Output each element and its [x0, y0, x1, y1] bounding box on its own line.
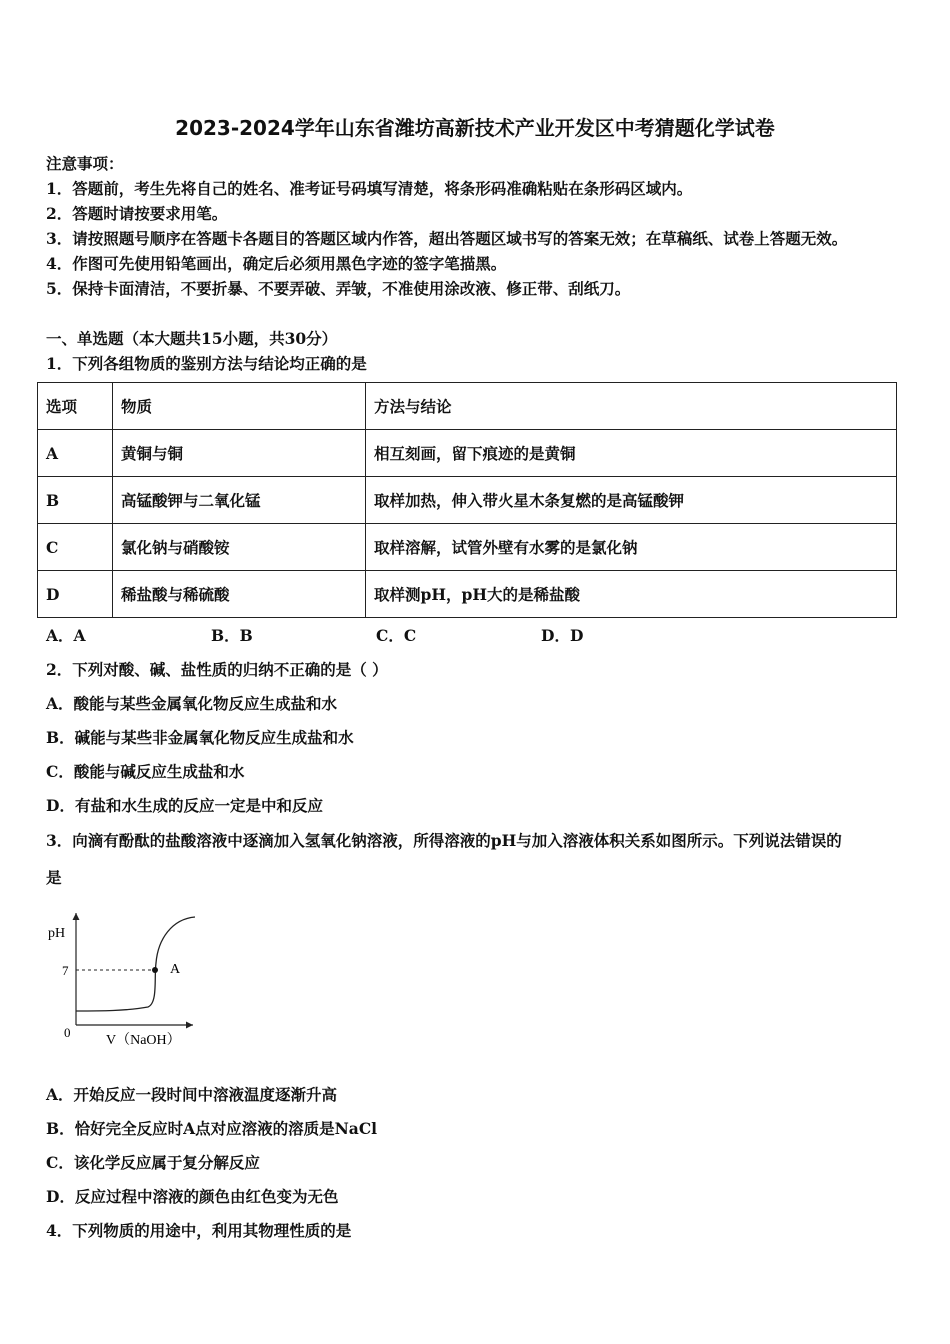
option-c: C．C: [376, 626, 417, 645]
q2-option: D．有盐和水生成的反应一定是中和反应: [46, 796, 323, 815]
table-header-row: [38, 383, 897, 430]
table-cell: C: [38, 524, 113, 571]
q2-option: B．碱能与某些非金属氧化物反应生成盐和水: [46, 728, 354, 747]
section-heading: 一、单选题（本大题共15小题，共30分）: [46, 329, 338, 348]
table-row: [38, 430, 897, 477]
table-cell: 黄铜与铜: [113, 430, 366, 477]
y-tick-label: 7: [62, 963, 69, 978]
q3-option: B．恰好完全反应时A点对应溶液的溶质是NaCl: [46, 1119, 378, 1138]
notice-item: 4．作图可先使用铅笔画出，确定后必须用黑色字迹的签字笔描黑。: [46, 254, 507, 273]
q3-option: A．开始反应一段时间中溶液温度逐渐升高: [46, 1085, 338, 1104]
table-cell: A: [38, 430, 113, 477]
question-3-stem: 3．向滴有酚酞的盐酸溶液中逐滴加入氢氧化钠溶液，所得溶液的pH与加入溶液体积关系如图所示。下列说法错误的: [46, 831, 842, 850]
origin-label: 0: [64, 1025, 71, 1040]
x-axis-label: V（NaOH）: [106, 1033, 181, 1048]
table-header-cell: 方法与结论: [366, 383, 897, 430]
question-2-stem: 2．下列对酸、碱、盐性质的归纳不正确的是（ ）: [46, 660, 388, 679]
page-title: 2023-2024学年山东省潍坊高新技术产业开发区中考猜题化学试卷: [175, 116, 775, 140]
question-1-table: [37, 382, 897, 618]
table-header-cell: 物质: [113, 383, 366, 430]
table-row: [38, 571, 897, 618]
table-cell: 取样溶解，试管外壁有水雾的是氯化钠: [366, 524, 897, 571]
y-axis-label: pH: [48, 926, 66, 941]
point-a: [152, 967, 158, 973]
table-cell: 稀盐酸与稀硫酸: [113, 571, 366, 618]
table-cell: 高锰酸钾与二氧化锰: [113, 477, 366, 524]
q2-option: C．酸能与碱反应生成盐和水: [46, 762, 245, 781]
table-cell: 氯化钠与硝酸铵: [113, 524, 366, 571]
question-1-stem: 1．下列各组物质的鉴别方法与结论均正确的是: [46, 354, 367, 373]
option-a: A．A: [46, 626, 86, 645]
table-cell: 取样加热，伸入带火星木条复燃的是高锰酸钾: [366, 477, 897, 524]
question-4-stem: 4．下列物质的用途中，利用其物理性质的是: [46, 1221, 352, 1240]
table-cell: 相互刻画，留下痕迹的是黄铜: [366, 430, 897, 477]
table-cell: D: [38, 571, 113, 618]
question-3-stem-cont: 是: [46, 868, 62, 887]
point-a-label: A: [170, 962, 181, 977]
ph-curve-graph: [40, 905, 210, 1050]
q2-option: A．酸能与某些金属氧化物反应生成盐和水: [46, 694, 338, 713]
table-cell: 取样测pH，pH大的是稀盐酸: [366, 571, 897, 618]
table-row: [38, 477, 897, 524]
q3-option: D．反应过程中溶液的颜色由红色变为无色: [46, 1187, 339, 1206]
notice-item: 2．答题时请按要求用笔。: [46, 204, 228, 223]
notice-heading: 注意事项：: [46, 154, 124, 173]
option-d: D．D: [541, 626, 584, 645]
notice-item: 3．请按照题号顺序在答题卡各题目的答题区域内作答，超出答题区域书写的答案无效；在草稿纸、试卷上答题无效。: [46, 229, 848, 248]
notice-item: 5．保持卡面清洁，不要折暴、不要弄破、弄皱，不准使用涂改液、修正带、刮纸刀。: [46, 279, 631, 298]
q3-option: C．该化学反应属于复分解反应: [46, 1153, 260, 1172]
option-b: B．B: [211, 626, 253, 645]
notice-item: 1．答题前，考生先将自己的姓名、准考证号码填写清楚，将条形码准确粘贴在条形码区域内。: [46, 179, 693, 198]
table-header-cell: 选项: [38, 383, 113, 430]
table-cell: B: [38, 477, 113, 524]
table-row: [38, 524, 897, 571]
